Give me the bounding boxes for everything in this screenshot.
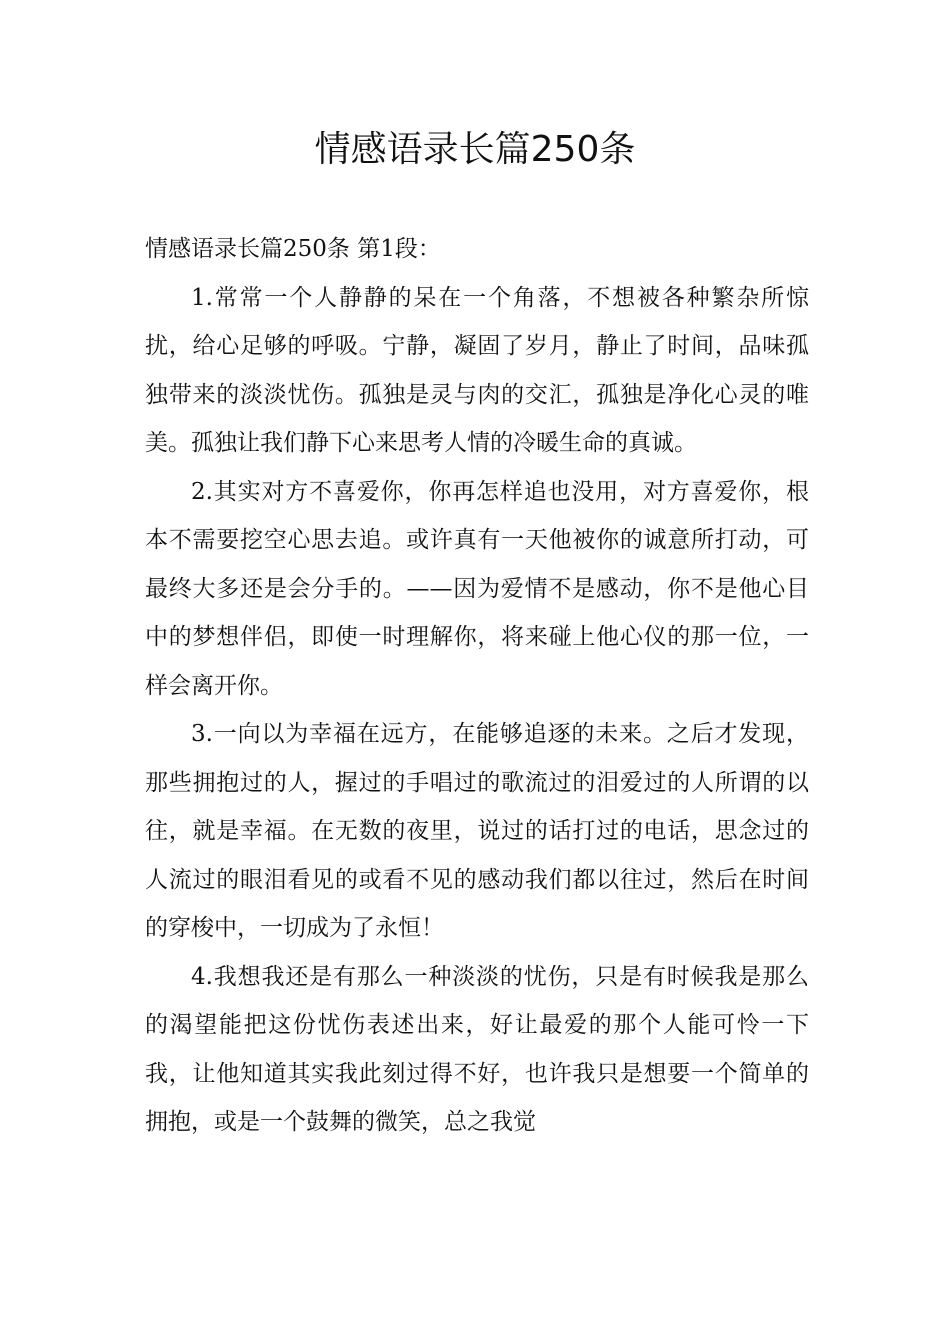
paragraph-1: 1.常常一个人静静的呆在一个角落，不想被各种繁杂所惊扰，给心足够的呼吸。宁静，凝固了岁月，静止了时间，品味孤独带来的淡淡忧伤。孤独是灵与肉的交汇，孤独是净化心灵的唯美。孤独让我们静下心来思考人情的冷暖生命的真诚。 <box>145 284 809 456</box>
paragraph-3: 3.一向以为幸福在远方，在能够追逐的未来。之后才发现，那些拥抱过的人，握过的手唱过的歌流过的泪爱过的人所谓的以往，就是幸福。在无数的夜里，说过的话打过的电话，思念过的人流过的眼泪看见的或看不见的感动我们都以往过，然后在时间的穿梭中，一切成为了永恒！ <box>145 721 809 941</box>
paragraph-2: 2.其实对方不喜爱你，你再怎样追也没用，对方喜爱你，根本不需要挖空心思去追。或许真有一天他被你的诚意所打动，可最终大多还是会分手的。——因为爱情不是感动，你不是他心目中的梦想伴侣，即使一时理解你，将来碰上他心仪的那一位，一样会离开你。 <box>145 478 809 699</box>
document-body <box>145 225 809 1147</box>
paragraph-4: 4.我想我还是有那么一种淡淡的忧伤，只是有时候我是那么的渴望能把这份忧伤表述出来，好让最爱的那个人能可怜一下我，让他知道其实我此刻过得不好，也许我只是想要一个简单的拥抱，或是一个鼓舞的微笑，总之我觉 <box>145 963 809 1135</box>
document-title: 情感语录长篇250条 <box>314 129 636 170</box>
section-label: 情感语录长篇250条 第1段： <box>145 236 441 262</box>
